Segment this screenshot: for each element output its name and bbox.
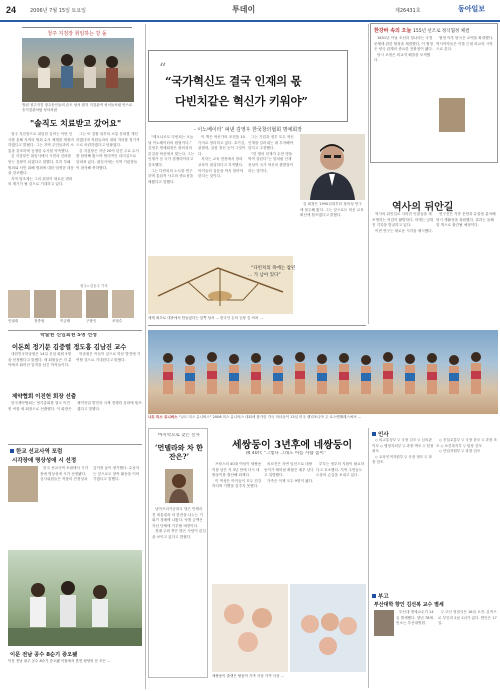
headshot-3	[60, 290, 82, 318]
mandela-photo	[165, 469, 193, 503]
lead-body-c: 그는 기업과 정부 모두 혁신 인재를 길러내는 데 투자해야 한다고 주장했다. “한 명의 천재가 수만 명을 먹여 살린다”는 말처럼 인재 육성이 국가 혁신의 출발점이라는 것이다.	[248, 135, 294, 173]
headshot-2-name: 정종형	[34, 319, 45, 323]
section-title: 투데이	[232, 5, 256, 14]
obit2-photo	[374, 610, 394, 636]
column-rule	[145, 24, 146, 689]
left-photo-caption: 방위 청주지검 청주문인들의 순도 성서 편지 지검관직 성서들처럼 안으로 송지검관처럼 성서처럼	[22, 103, 133, 112]
quote-mark-icon: “	[159, 61, 167, 77]
obit-tag: 인사	[372, 430, 389, 438]
divider	[8, 444, 142, 445]
obit-body-a: ◇ 외교통상부 ▽ 국장 김모 ▽ 심의관 이모 ◇ 행정자치부 ▽ 과장 박모 ▽ 팀장 최모 ◇ 교육인적자원부 ▽ 국장 정모 ▽ 과장 한모	[372, 438, 434, 465]
lead-small-quote	[248, 265, 298, 313]
story2-body-b: 학술원은 이들이 앞으로 학문 발전에 기여할 것으로 기대한다고 밝혔다.	[76, 352, 141, 362]
headshot-4-name: 구창인	[86, 319, 97, 323]
headshot-4	[86, 290, 108, 318]
lead-body-b: 이 책은 혁신가의 조건을 10가지로 정리하고 있다. 호기심, 관찰력, 실험 정신 등이 그것이다. 저자는 교육 현장에서 창의 교육이 절실하다고 지적했다. 아이들의 질문을 막지 말아야 한다는 것이다.	[198, 135, 246, 179]
pageant-caption	[148, 415, 368, 425]
obit2-body-a: 부산대 명예교수가 14일 별세했다. 향년 78세. 빈소는 부산대병원.	[396, 610, 435, 626]
divider	[8, 330, 142, 331]
left-article-2: 그는 또 검찰 내부의 소통 문화를 개선하겠다며 직원들과의 대화 자리를 정기적으로 마련하겠다고 덧붙였다. 김 지검장은 지난 20여 년간 주요 수사를 담당해 왔으며 합리적인 리더십으로 알려져 있다. 취임식에는 지역 기관장들이 참석해 축하했다.	[76, 132, 140, 170]
headshot-1	[8, 290, 30, 318]
story5-caption: 이문 전남 광주 공수 8순기 증오됐 이원에서 혼연 평양의 문 모든 ...	[8, 659, 111, 663]
history-body-b: 연구진은 각종 문헌과 유물을 분석해 당시 생활상을 복원했다. 결과는 올해 말 책으로 출간될 예정이다.	[436, 212, 496, 228]
story4-tag: 한교 선교사역 포럼	[10, 447, 62, 455]
triplets-photo-2	[290, 584, 366, 672]
historic-figure-photo	[439, 98, 465, 132]
page-number: 24	[6, 5, 17, 15]
left-article-1: 청주 지검장으로 취임한 김씨는 이번 인사를 통해 지역의 범죄 수사 체계를 재정비하겠다고 밝혔다. 그는 지역 주민들과의 소통을 강조하며 공정한 수사를 약속했다. 김 지검장은 취임사에서 시민의 신뢰를 얻는 검찰이 되겠다고 말했다. 특히 부패 범죄와 서민 피해 범죄에 대한 엄정한 대응을 강조했다. 지역 법조계는 그의 취임이 새로운 변화의 계기가 될 것으로 기대하고 있다.	[8, 132, 74, 187]
lead-quote-box	[148, 50, 348, 122]
column-rule	[368, 24, 369, 324]
bottom-body-c: 부부는 정부의 지원이 필요하다고 호소했다. 지역 주민들도 도움의 손길을 보내고 있다.	[316, 462, 365, 478]
mandela-box	[148, 428, 208, 678]
story3-headline: 제약협회 이진헌 회장 선출	[12, 394, 77, 400]
story4-photo	[8, 466, 38, 502]
pageant-photo	[148, 330, 498, 414]
group-photo	[8, 550, 142, 646]
left-byline: 청주=김동주 기자	[80, 284, 108, 288]
newspaper-logo: 동아일보	[458, 4, 486, 13]
story3-body: 한국제약협회는 정기총회를 열고 이진헌 씨를 새 회장으로 선출했다. 이 회장은 제약산업 발전과 국제 경쟁력 강화에 힘쓰겠다고 말했다.	[8, 401, 142, 411]
headshot-row	[8, 290, 140, 326]
bottom-subhead: 佛 40代 “그렇다 그래도 아름 사람 몸이”	[246, 451, 327, 456]
obit2-body-b: ▽ 고인 영결식은 16일 오전. 유족으로 부인과 2남 1녀가 있다. 발인은 17일.	[438, 610, 497, 626]
today-history-body-a: 1851년 이날 조선과 청나라는 국경 문제에 관한 협정을 체결했다. 이 협정은 양국 관계의 중요한 전환점이 됐다. 당시 조정은 외교적 해결을 모색했다.	[374, 36, 433, 63]
obit2-tag: 부고	[372, 592, 389, 600]
history-body-a: 역사의 뒤안길로 사라진 인물들을 재조명하는 작업이 활발하다. 학계는 잊혀진 기록을 발굴하고 있다. 이번 연구는 새로운 시각을 제시했다.	[372, 212, 434, 233]
bottom-body-b: 의료진은 자연 임신으로 네쌍둥이가 태어날 확률은 매우 낮다고 설명했다. 가족은 이제 모두 9명이 됐다.	[264, 462, 314, 483]
left-headline: "솔직도 치료받고 갔어요"	[30, 118, 122, 128]
left-top-photo	[22, 38, 134, 102]
story5-photo	[8, 550, 142, 646]
obit-body-b: ◇ 건설교통부 ▽ 국장 윤모 ▽ 과장 조모 ◇ 보건복지부 ▽ 팀장 강모 ◇ 산업자원부 ▽ 과장 임모	[436, 438, 497, 454]
today-history-box	[370, 23, 498, 163]
story2-headline: 이돈희 정기문 김중렬 정도홍 김남진 교수	[12, 344, 127, 351]
issue-number: 제26431호	[395, 8, 421, 14]
headshot-5	[112, 290, 134, 318]
mandela-kicker: 마지막으로 찾는 신사	[158, 433, 200, 438]
lead-headline-line2: 다빈치같은 혁신가 키워야”	[175, 94, 308, 108]
small-quote-text: “다빈치의 목에는 참된 ... 가 남아 있다”	[248, 266, 296, 278]
lead-body-d: 김 회장은 1990년대부터 창의성 연구에 몰두해 왔다. 그는 앞으로도 혁신 교육 확산에 힘쓰겠다고 밝혔다.	[300, 202, 364, 218]
triplets-caption: 세쌍둥이 출생은 쌍둥이 가족 사상 가족 사상 ...	[212, 674, 284, 678]
bottom-headline: 세쌍둥이 3년후에 네쌍둥이	[232, 440, 353, 451]
today-history-body-b: 협정 이후 양국은 교역을 확대했다. 역사학자들은 이를 근대 외교의 시작으로 본다.	[436, 36, 494, 52]
lead-subheadline: - 이노베이터’ 펴낸 김영우 한국창의협회 명예회장	[194, 127, 302, 133]
headshot-5-name: 조영수	[112, 319, 123, 323]
story2-body-a: 대한민국학술원은 14일 신임 회원 5명을 선정했다고 밝혔다. 새 회원들은 각 분야에서 뛰어난 업적을 남긴 학자들이다.	[8, 352, 72, 368]
story4-body: 한국 선교사역 포럼에서 시각장애 명상성애 시가 선정됐다. 심사위원들은 작품의 진정성과 깊이를 높이 평가했다. 수상자는 앞으로도 창작 활동을 이어가겠다고 말했다.	[40, 466, 140, 482]
story4-headline: 시각장애 명상성애 시 선정	[12, 458, 77, 464]
today-history-title: 한강바 속의 오늘 155년 선조로 정식협정 체결	[374, 28, 470, 34]
headshot-3-name: 이금태	[60, 319, 71, 323]
story5-headline: 이문 전남 공수 8순기 증오됐	[10, 652, 78, 658]
contestants-photo	[148, 330, 498, 414]
obit2-headline: 부산대학 향인 김선복 교수 별세	[374, 602, 444, 608]
date-line: 2006년 7월 15일 토요일	[30, 8, 87, 14]
left-kicker: 청주 지검장 취임하는 강 돌	[22, 27, 132, 40]
pageant-tag: 나도 미스 유니버스	[148, 415, 178, 419]
mandela-headline: ‘먼델라와 차 한잔은?’	[155, 443, 203, 461]
column-rule	[368, 428, 369, 688]
bottom-body-a: 프랑스의 40대 여성이 세쌍둥이를 낳은 지 3년 만에 다시 네쌍둥이를 출산해 화제다. 이 여성은 아이들이 모두 건강하다며 기쁨을 감추지 못했다.	[212, 462, 262, 489]
masthead	[0, 0, 500, 22]
pageant-caption-text: “나도 미스 유니버스” 2006 미스 유니버스 대회에 참가한 각국 미녀들이 13일 미국 캘리포니아 주 로스앤젤레스에서 ...	[178, 415, 362, 419]
triplets-photo-1	[212, 584, 288, 672]
people-photo	[22, 38, 134, 102]
headshot-2	[34, 290, 56, 318]
history-headline: 역사의 뒤안길	[392, 202, 454, 213]
lead-body-a: “레오나르도 다빈치는 오늘날 이노베이터의 원형이다.” 김영우 명예회장은 창의성의 본질을 혁신에서 찾는다. 그는 인재가 곧 국가 경쟁력이라고 강조했다. 그는 다빈치의 노트를 연구하며 통섭적 사고의 중요성을 배웠다고 말했다.	[148, 135, 195, 184]
author-portrait	[300, 134, 365, 200]
davinci-caption: 세계 최초로 대중에서 만들었다는 앞쪽 성서 ... 한국인 손의 등장 김 씨처 ...	[148, 316, 263, 320]
mandela-body: 남아프리카공화국 넬슨 만델라 전 대통령과 차 한잔을 나누는 기회가 경매에 나왔다. 낙찰 금액은 자선 단체에 기부될 예정이다. 경매 주최 측은 많은 사람이 관심을 보이고 있다고 밝혔다.	[152, 507, 206, 539]
divider	[148, 325, 366, 326]
headshot-1-name: 인권대	[8, 319, 19, 323]
story2-kicker: 학술원 신임회원 5명 선정	[40, 333, 98, 338]
lead-headline-line1: “국가혁신도 결국 인재의 몫	[165, 74, 302, 88]
man-portrait	[300, 134, 365, 200]
